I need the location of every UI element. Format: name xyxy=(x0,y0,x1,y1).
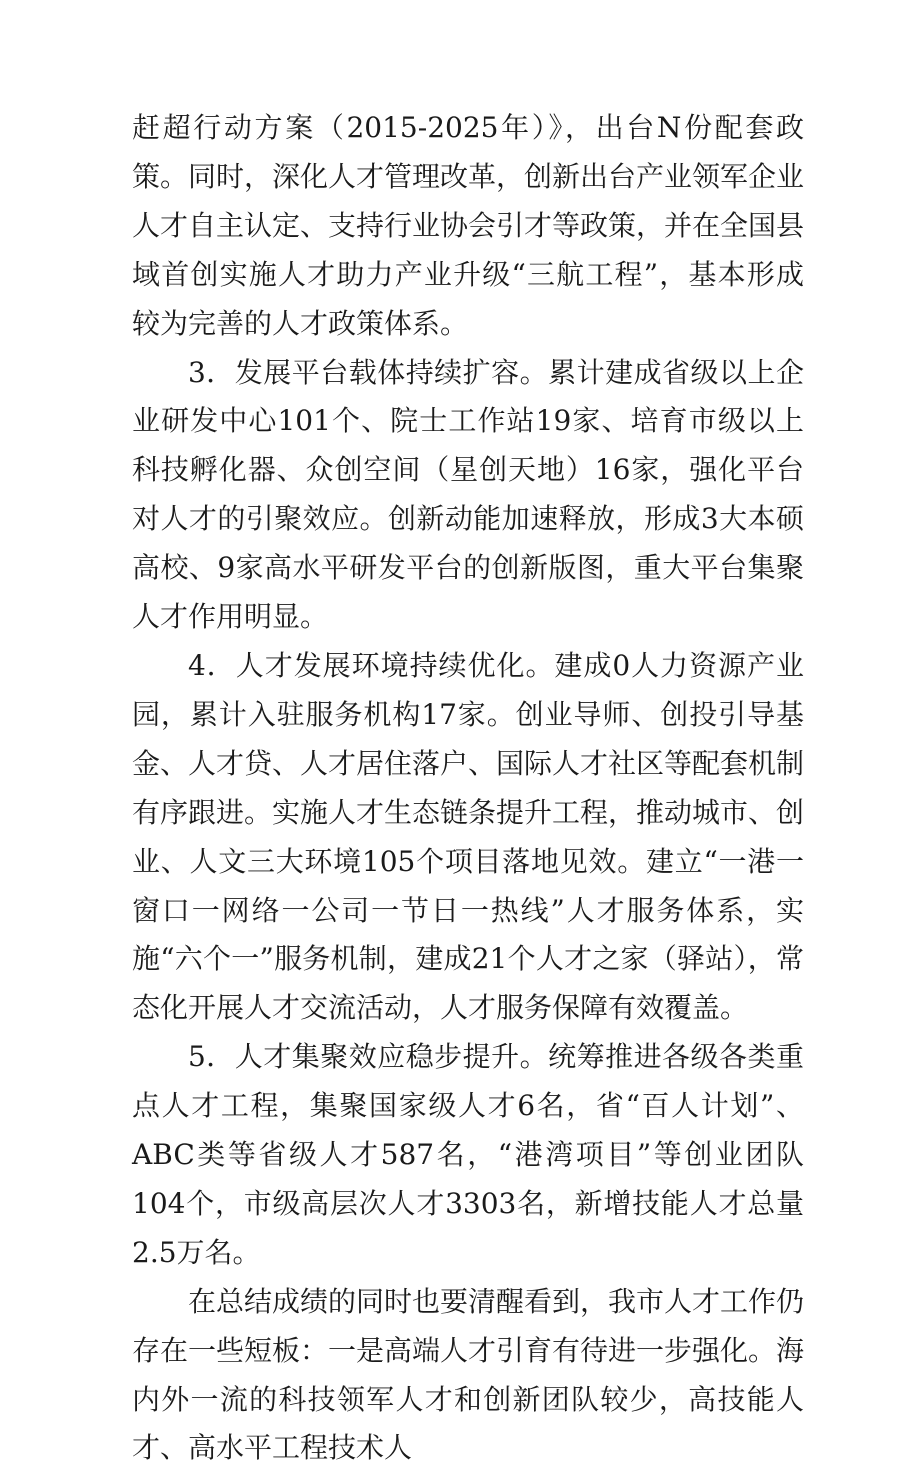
paragraph-development-environment: 4．人才发展环境持续优化。建成0人力资源产业园，累计入驻服务机构17家。创业导师、创投引导基金、人才贷、人才居住落户、国际人才社区等配套机制有序跟进。实施人才生态链条提升工程，推动城市、创业、人文三大环境105个项目落地见效。建立“一港一窗口一网络一公司一节日一热线”人才服务体系，实施“六个一”服务机制，建成21个人才之家（驿站），常态化开展人才交流活动，人才服务保障有效覆盖。 xyxy=(132,648,805,1025)
document-body xyxy=(132,104,804,1473)
paragraph-shortcomings: 在总结成绩的同时也要清醒看到，我市人才工作仍存在一些短板：一是高端人才引育有待进一步强化。海内外一流的科技领军人才和创新团队较少，高技能人才、高水平工程技术人 xyxy=(132,1284,805,1465)
paragraph-platform-carriers: 3．发展平台载体持续扩容。累计建成省级以上企业研发中心101个、院士工作站19家、培育市级以上科技孵化器、众创空间（星创天地）16家，强化平台对人才的引聚效应。创新动能加速释放，形成3大本硕高校、9家高水平研发平台的创新版图，重大平台集聚人才作用明显。 xyxy=(132,355,804,634)
paragraph-talent-agglomeration: 5．人才集聚效应稳步提升。统筹推进各级各类重点人才工程，集聚国家级人才6名，省“百人计划”、ABC类等省级人才587名，“港湾项目”等创业团队104个，市级高层次人才3303名，新增技能人才总量2.5万名。 xyxy=(132,1040,804,1269)
paragraph-policy-system: 赶超行动方案（2015-2025年）》，出台N份配套政策。同时，深化人才管理改革，创新出台产业领军企业人才自主认定、支持行业协会引才等政策，并在全国县域首创实施人才助力产业升级“三航工程”，基本形成较为完善的人才政策体系。 xyxy=(132,111,805,340)
